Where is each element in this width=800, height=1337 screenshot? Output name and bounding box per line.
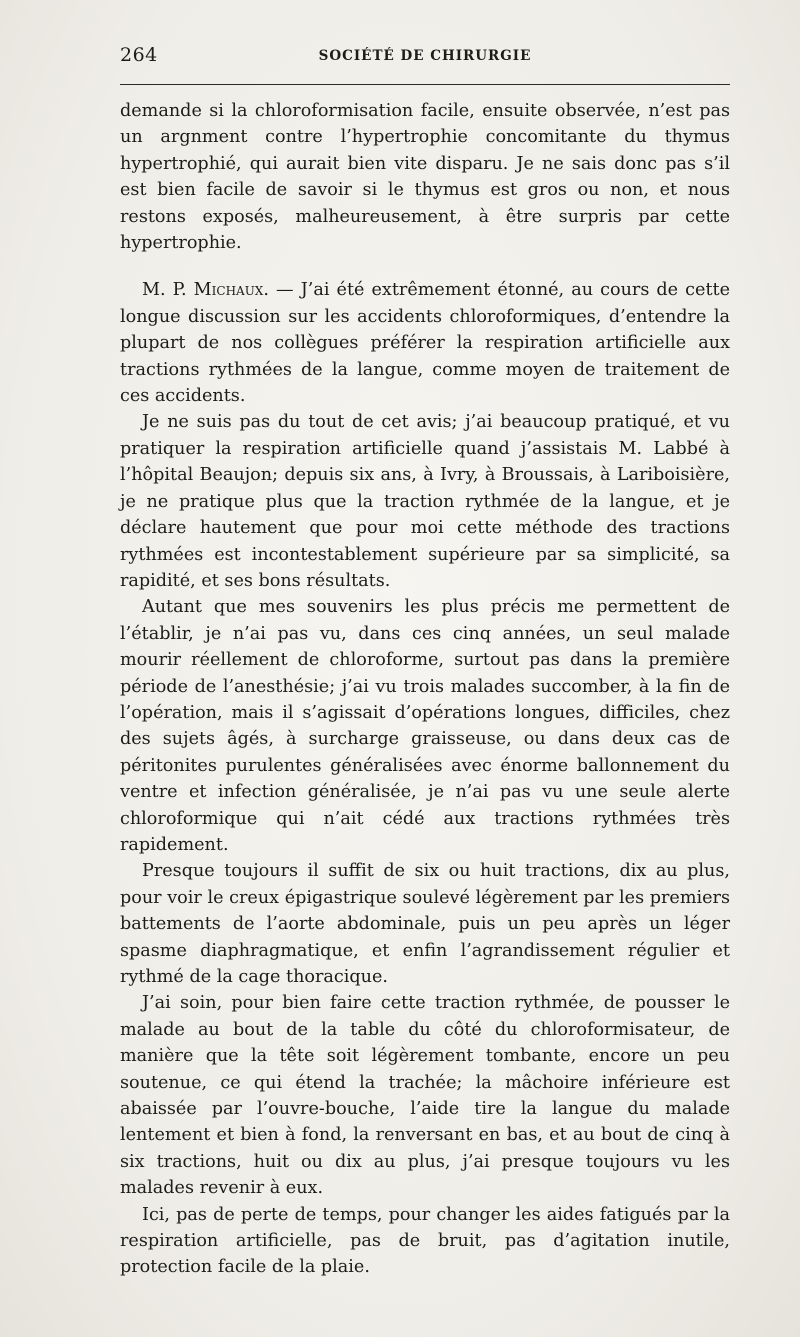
paragraph-intervention: [120, 277, 730, 409]
body-text: [120, 98, 730, 1281]
paragraph: Autant que mes souvenirs les plus précis me permettent de l’établir, je n’ai pas vu, dans ces cinq années, un seul malade mourir réellement de chloroforme, surtout pas dans la première période de l’anesthésie; j’ai vu trois malades succomber, à la fin de l’opération, mais il s’agissait d’opérations longues, difficiles, chez des sujets âgés, à surcharge graisseuse, ou dans deux cas de péritonites purulentes généralisées avec énorme ballonnement du ventre et infection généralisée, je n’ai pas vu une seule alerte chloroformique qui n’ait cédé aux tractions rythmées très rapidement.: [120, 597, 730, 855]
page-number: 264: [120, 44, 158, 66]
running-title: SOCIÉTÉ DE CHIRURGIE: [318, 48, 532, 64]
header-rule: [120, 84, 730, 85]
speaker-name: M. P. Michaux.: [142, 280, 269, 301]
paragraph: Presque toujours il suffit de six ou huit tractions, dix au plus, pour voir le creux épigastrique soulevé légèrement par les premiers battements de l’aorte abdominale, puis un peu après un léger spasme diaphragmatique, et enfin l’agrandissement régulier et rythmé de la cage thoracique.: [120, 861, 730, 987]
paragraph-intervention-text: — J’ai été extrêmement étonné, au cours de cette longue discussion sur les accidents chloroformiques, d’entendre la plupart de nos collègues préférer la respiration artificielle aux tractions rythmées de la langue, comme moyen de traitement de ces accidents.: [120, 280, 730, 407]
paragraph: Ici, pas de perte de temps, pour changer les aides fatigués par la respiration artificielle, pas de bruit, pas d’agitation inutile, protection facile de la plaie.: [120, 1204, 730, 1278]
paragraph: Je ne suis pas du tout de cet avis; j’ai beaucoup pratiqué, et vu pratiquer la respiration artificielle quand j’assistais M. Labbé à l’hôpital Beaujon; depuis six ans, à Ivry, à Broussais, à Lariboisière, je ne pratique plus que la traction rythmée de la langue, et je déclare hautement que pour moi cette méthode des tractions rythmées est incontestablement supérieure par sa simplicité, sa rapidité, et ses bons résultats.: [120, 412, 730, 591]
page-header: [120, 44, 730, 74]
paragraph-continuation: demande si la chloroformisation facile, ensuite observée, n’est pas un argnment contre l’hypertrophie concomitante du thymus hypertrophié, qui aurait bien vite disparu. Je ne sais donc pas s’il est bien facile de savoir si le thymus est gros ou non, et nous restons exposés, malheureusement, à être surpris par cette hypertrophie.: [120, 101, 730, 254]
paragraph: J’ai soin, pour bien faire cette traction rythmée, de pousser le malade au bout de la table du côté du chloroformisateur, de manière que la tête soit légèrement tombante, encore un peu soutenue, ce qui étend la trachée; la mâchoire inférieure est abaissée par l’ouvre-bouche, l’aide tire la langue du malade lentement et bien à fond, la renversant en bas, et au bout de cinq à six tractions, huit ou dix au plus, j’ai presque toujours vu les malades revenir à eux.: [120, 993, 730, 1199]
